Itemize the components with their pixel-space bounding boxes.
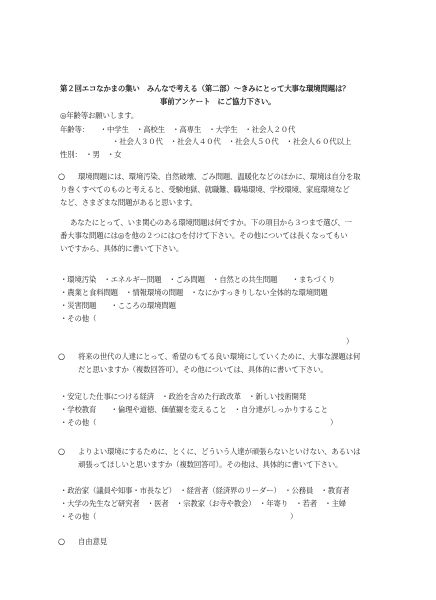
document-title: 第２回エコなかまの集い みんなで考える（第二部）～きみにとって大事な環境問題は？ — [60, 84, 350, 93]
free-opinion-bullet-icon: ○ — [58, 536, 65, 546]
age-options-line2: ・社会人３０代 ・社会人４０代 ・社会人５０代 ・社会人６０代以上 — [112, 137, 351, 146]
q1-line: など、さまざまな問題があると思います。 — [60, 198, 197, 207]
q1-close-paren: ） — [346, 337, 354, 346]
q2-line: 将来の世代の人達にとって、希望のもてる良い環境にしていくために、大事な課題は何 — [78, 352, 361, 361]
q2-line: だと思いますか（複数回答可）。その他については、具体的に書いて下さい。 — [78, 365, 328, 374]
q1-option: ・環境汚染 ・エネルギー問題 ・ごみ問題 ・自然との共生問題 ・まちづくり — [60, 275, 336, 284]
q1-bullet-icon: ○ — [58, 171, 65, 181]
q1-line: あなたにとって、いま関心のある環境問題は何ですか。下の項目から３つまで選び、一 — [70, 218, 352, 227]
q1-line: 環境問題には、環境汚染、自然破壊、ごみ問題、温暖化などのほかに、環境は自分を取 — [78, 172, 361, 181]
q2-option-other: ・その他（ — [60, 418, 97, 427]
gender-options: 性別： ・男 ・女 — [60, 150, 122, 159]
q3-option: ・大学の先生など研究者 ・医者 ・宗教家（お寺や教会） ・年寄り ・若者 ・主婦 — [60, 499, 346, 508]
q3-bullet-icon: ○ — [58, 446, 65, 456]
q3-option-other: ・その他（ — [60, 512, 97, 521]
free-opinion-label: 自由意見 — [78, 537, 107, 546]
q2-close-paren: ） — [330, 418, 338, 427]
q1-option-other: ・その他（ — [60, 314, 97, 323]
q1-option: ・農業と食料問題 ・情報環境の問題 ・なにかすっきりしない全体的な環境問題 — [60, 288, 328, 297]
profile-intro: ◎年齢等お願いします。 — [60, 111, 139, 120]
q1-line: いですから、具体的に書いて下さい。 — [60, 244, 184, 253]
document-subtitle: 事前アンケート にご協力下さい。 — [160, 97, 276, 106]
age-options-line1: 年齢等： ・中学生 ・高校生 ・高専生 ・大学生 ・社会人２０代 — [60, 125, 296, 134]
q1-option: ・災害問題 ・こころの環境問題 — [60, 301, 176, 310]
q3-close-paren: ） — [290, 512, 298, 521]
q1-line: 番大事な問題には◎を他の２つには○を付けて下さい。その他については長くなってもい — [60, 231, 348, 240]
q1-line: り巻くすべてのものと考えると、受験地獄、就職難、職場環境、学校環境、家庭環境など — [60, 185, 350, 194]
q2-bullet-icon: ○ — [58, 351, 65, 361]
q3-option: ・政治家（議員や知事・市長など） ・経営者（経済界のリーダー） ・公務員 ・教育者 — [60, 486, 350, 495]
q2-option: ・安定した仕事につける経済 ・政治を含めた行政改革 ・新しい技術開発 — [60, 392, 307, 401]
q2-option: ・学校教育 ・倫理や道徳、価値観を変えること ・自分達がしっかりすること — [60, 405, 328, 414]
q3-line: よりよい環境にするために、とくに、どういう人達が頑張らないといけない、あるいは — [78, 447, 361, 456]
q3-line: 頑張ってほしいと思いますか（複数回答可）。その他は、具体的に書いて下さい。 — [78, 460, 343, 469]
